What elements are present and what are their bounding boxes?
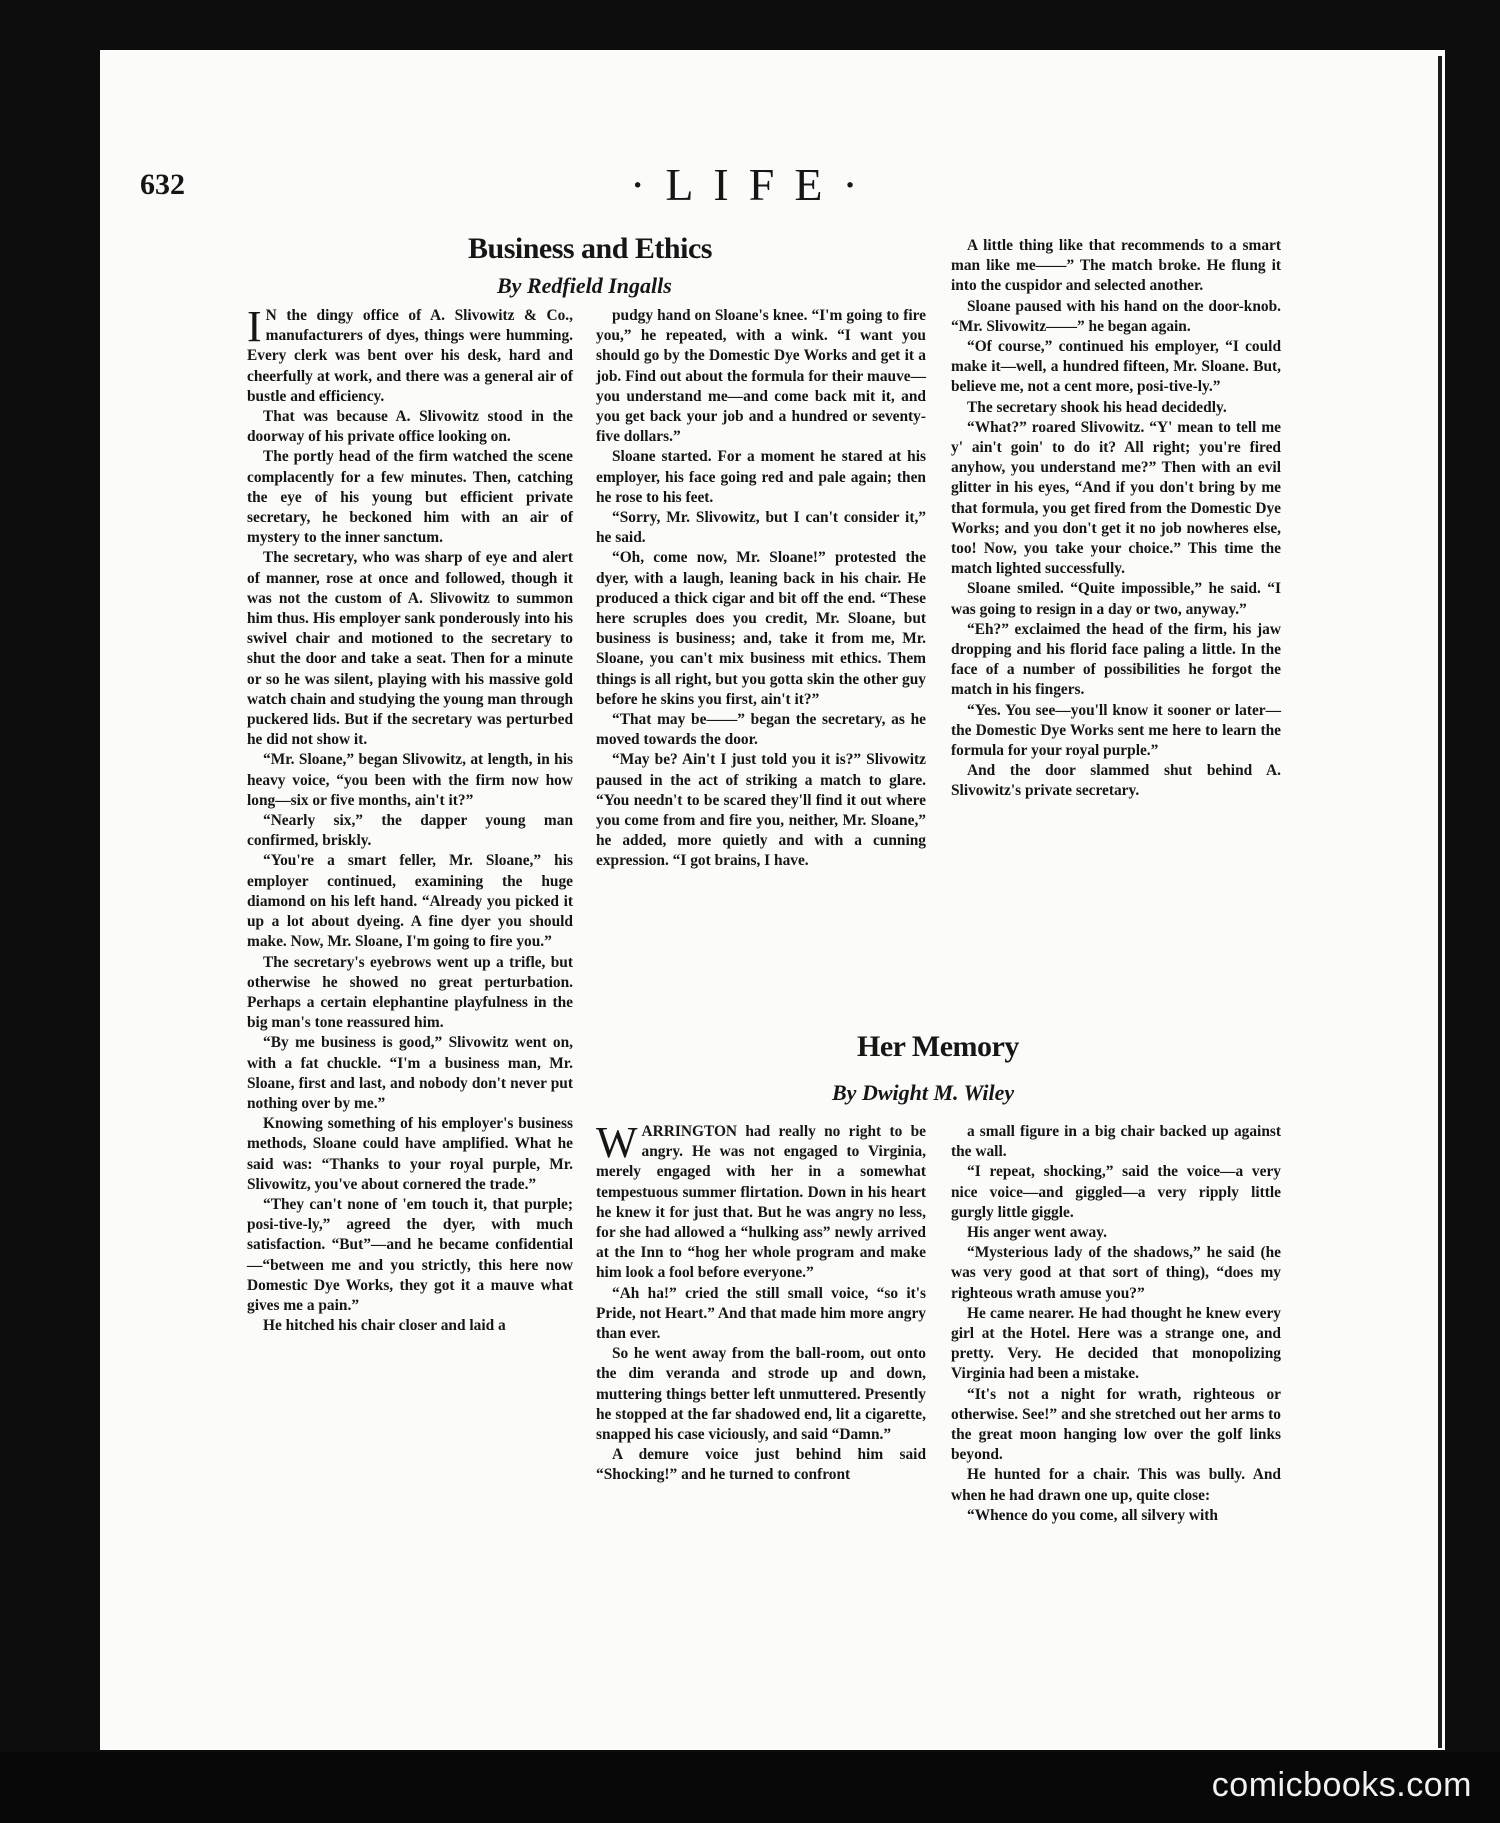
- paragraph: Sloane paused with his hand on the door-knob. “Mr. Slivowitz——” he began again.: [951, 297, 1281, 335]
- paragraph: A little thing like that recommends to a smart man like me——” The match broke. He flung it into the cuspidor and selected another.: [951, 237, 1281, 295]
- paragraph: “Of course,” continued his employer, “I could make it—well, a hundred fifteen, Mr. Sloane. But, believe me, not a cent more, posi-tive-ly.”: [951, 338, 1281, 396]
- paragraph: “Sorry, Mr. Slivowitz, but I can't consider it,” he said.: [596, 509, 926, 547]
- paragraph: “Mr. Sloane,” began Slivowitz, at length, in his heavy voice, “you been with the firm now how long—six or five months, ain't it?”: [247, 751, 573, 809]
- next-page-edge: [1438, 56, 1442, 1748]
- paragraph: “Ah ha!” cried the still small voice, “so it's Pride, not Heart.” And that made him more angry than ever.: [596, 1284, 926, 1343]
- paragraph: pudgy hand on Sloane's knee. “I'm going to fire you,” he repeated, with a wink. “I want you should go by the Domestic Dye Works and get it a job. Find out about the formula for their mauve—you understand me—and come back mit it, and you get back your job and a hundred or seventy-five dollars.”: [596, 307, 926, 446]
- article1-byline: By Redfield Ingalls: [497, 273, 672, 298]
- paragraph: a small figure in a big chair backed up against the wall.: [951, 1123, 1281, 1161]
- paragraph: “I repeat, shocking,” said the voice—a very nice voice—and giggled—a very ripply little gurgly little giggle.: [951, 1163, 1281, 1221]
- bottom-strip: [0, 1752, 1500, 1823]
- paragraph: He hunted for a chair. This was bully. And when he had drawn one up, quite close:: [951, 1466, 1281, 1504]
- paragraph: The secretary shook his head decidedly.: [967, 398, 1227, 416]
- paragraph: “They can't none of 'em touch it, that purple; posi-tive-ly,” agreed the dyer, with much satisfaction. “But”—and he became confidential—“between me and you strictly, this here now Domestic Dye Works, they got it a mauve what gives me a pain.”: [247, 1195, 573, 1314]
- paragraph: His anger went away.: [967, 1224, 1107, 1242]
- article2-paragraph: WARRINGTON had really no right to be angry. He was not engaged to Virginia, merely engaged with her in a somewhat tempestuous summer flirtation. Down in his heart he knew it for just that. But he was angry no less, for she had allowed a “hulking ass” newly arrived at the Inn to “hog her whole program and make him look a fool before everyone.”: [596, 1118, 926, 1282]
- paragraph: “Nearly six,” the dapper young man confirmed, briskly.: [247, 812, 573, 850]
- paragraph: He hitched his chair closer and laid a: [263, 1317, 506, 1335]
- article1-paragraph: I N the dingy office of A. Slivowitz & Co., manufacturers of dyes, things were humming. Every clerk was bent over his desk, hard and cheerfully at work, and there was a general air of bustle and efficiency.: [247, 302, 573, 405]
- paragraph: “Whence do you come, all silvery with: [967, 1506, 1218, 1524]
- article2-byline: By Dwight M. Wiley: [832, 1080, 1015, 1105]
- paragraph: “It's not a night for wrath, righteous or otherwise. See!” and she stretched out her arms to the great moon hanging low over the golf links beyond.: [951, 1385, 1281, 1464]
- article1-column-3: [951, 236, 1281, 802]
- paragraph: So he went away from the ball-room, out onto the dim veranda and strode up and down, muttering things better left unmuttered. Presently he stopped at the far shadowed end, lit a cigarette, snapped his case viciously, and said “Damn.”: [596, 1345, 926, 1444]
- paragraph: The portly head of the firm watched the scene complacently for a few minutes. Then, catching the eye of his young but efficient private secretary, he beckoned him with an air of mystery to the inner sanctum.: [247, 448, 573, 547]
- masthead: ·LIFE·: [630, 159, 878, 210]
- article1-column-1: [247, 302, 573, 1336]
- paragraph: “Eh?” exclaimed the head of the firm, his jaw dropping and his florid face paling a little. In the face of a number of possibilities he forgot the match in his fingers.: [951, 620, 1281, 699]
- paragraph: Knowing something of his employer's business methods, Sloane could have amplified. What he said was: “Thanks to your royal purple, Mr. Slivowitz, you've about cornered the trade.”: [247, 1115, 573, 1193]
- dropcap-letter: W: [596, 1118, 638, 1167]
- paragraph: “Yes. You see—you'll know it sooner or later—the Domestic Dye Works sent me here to learn the formula for your royal purple.”: [951, 701, 1281, 760]
- article2-column-1: [596, 1118, 926, 1486]
- paragraph: “By me business is good,” Slivowitz went on, with a fat chuckle. “I'm a business man, Mr. Sloane, first and last, and nobody don't never put nothing over by me.”: [247, 1034, 573, 1112]
- paragraph: “That may be——” began the secretary, as he moved towards the door.: [596, 711, 926, 749]
- dropcap-letter: I: [247, 302, 262, 351]
- page-number: 632: [140, 168, 185, 201]
- article1-column-2: [596, 306, 926, 872]
- paragraph: “Oh, come now, Mr. Sloane!” protested the dyer, with a laugh, leaning back in his chair. He produced a thick cigar and bit off the end. “These here scruples does you credit, Mr. Sloane, but business is business; and, take it from me, Mr. Sloane, you can't mix business mit ethics. Them things is all right, but you gotta skin the other guy before he skins you first, ain't it?”: [596, 549, 926, 708]
- site-watermark: comicbooks.com: [1211, 1766, 1472, 1804]
- paragraph: Sloane smiled. “Quite impossible,” he said. “I was going to resign in a day or two, anyway.”: [951, 580, 1281, 618]
- paragraph: And the door slammed shut behind A. Slivowitz's private secretary.: [951, 762, 1281, 800]
- article2-column-2: [951, 1122, 1281, 1526]
- paragraph: That was because A. Slivowitz stood in the doorway of his private office looking on.: [247, 408, 573, 446]
- paragraph: A demure voice just behind him said “Shocking!” and he turned to confront: [596, 1446, 926, 1484]
- paragraph: He came nearer. He had thought he knew every girl at the Hotel. Here was a strange one, and pretty. Very. He decided that monopolizing Virginia had been a mistake.: [951, 1304, 1281, 1383]
- paragraph: Sloane started. For a moment he stared at his employer, his face going red and pale again; then he rose to his feet.: [596, 448, 926, 506]
- paragraph: The secretary, who was sharp of eye and alert of manner, rose at once and followed, though it was not the custom of A. Slivowitz to summon him thus. His employer sank ponderously into his swivel chair and motioned to the secretary to shut the door and take a seat. Then for a minute or so he was silent, playing with his massive gold watch chain and studying the young man through puckered lids. But if the secretary was perturbed he did not show it.: [247, 549, 573, 749]
- article2-title: Her Memory: [857, 1030, 1019, 1063]
- paragraph: “Mysterious lady of the shadows,” he said (he was very good at that sort of thing), “does my righteous wrath amuse you?”: [951, 1244, 1281, 1302]
- article1-title: Business and Ethics: [468, 232, 712, 265]
- paragraph: “May be? Ain't I just told you it is?” Slivowitz paused in the act of striking a match to glare. “You needn't to be scared they'll find it out where you come from and fire you, neither, Mr. Sloane,” he added, more quietly and with a cunning expression. “I got brains, I have.: [596, 751, 926, 870]
- paragraph: The secretary's eyebrows went up a trifle, but otherwise he showed no great perturbation. Perhaps a certain elephantine playfulness in the big man's tone reassured him.: [247, 953, 573, 1032]
- paragraph: “What?” roared Slivowitz. “Y' mean to tell me y' ain't goin' to do it? All right; you're fired anyhow, you understand me?” Then with an evil glitter in his eyes, “And if you don't bring by me that formula, you get fired from the Domestic Dye Works; and you don't get it no job nowheres else, too! Now, you take your choice.” This time the match lighted successfully.: [951, 418, 1281, 578]
- paragraph: “You're a smart feller, Mr. Sloane,” his employer continued, examining the huge diamond on his left hand. “Already you picked it up a lot about dyeing. A fine dyer you should make. Now, Mr. Sloane, I'm going to fire you.”: [247, 852, 573, 951]
